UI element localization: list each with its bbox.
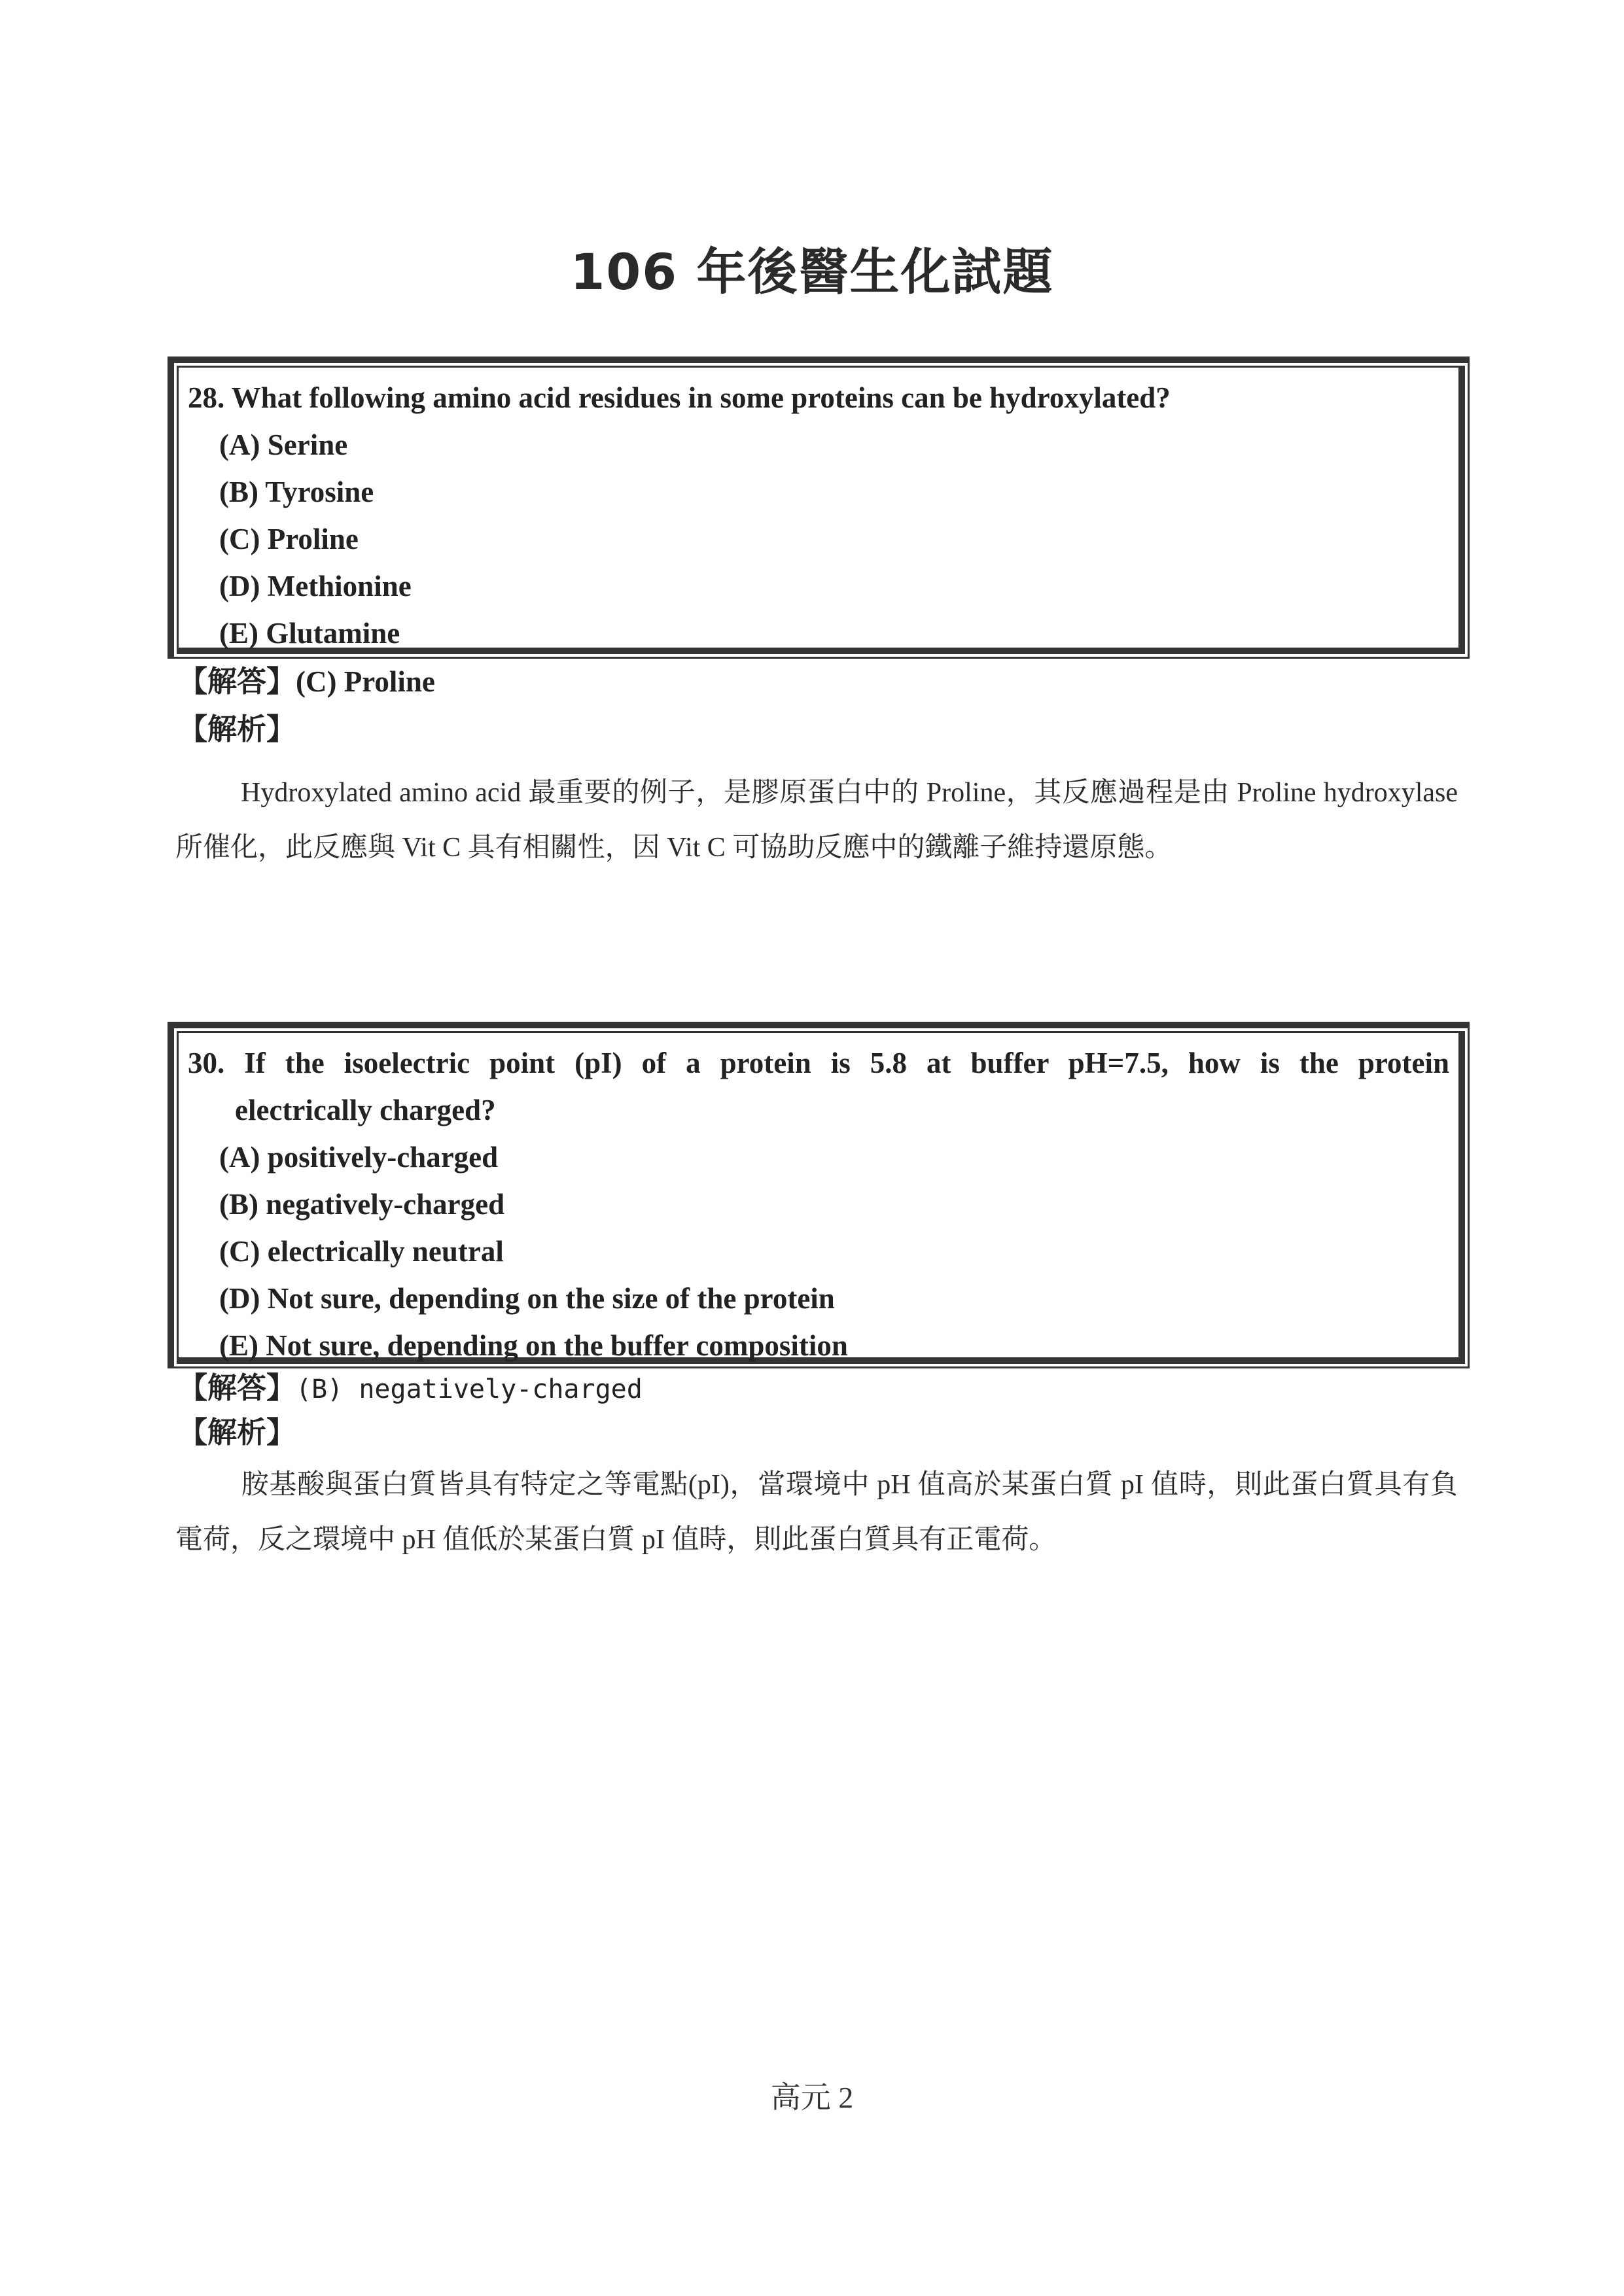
option-d: (D) Not sure, depending on the size of the protein — [219, 1282, 835, 1315]
option-a: (A) positively-charged — [219, 1141, 499, 1174]
answer-value: (C) Proline — [296, 665, 435, 698]
option-b: (B) negatively-charged — [219, 1188, 505, 1221]
answer-row — [178, 662, 435, 701]
option-e: (E) Not sure, depending on the buffer composition — [219, 1329, 848, 1362]
option-e: (E) Glutamine — [219, 617, 400, 650]
page-title: 106 年後醫生化試題 — [570, 243, 1054, 301]
analysis-label: 【解析】 — [178, 1415, 296, 1450]
option-b: (B) Tyrosine — [219, 476, 374, 508]
analysis-label-row — [178, 710, 296, 749]
answer-value: (B) negatively-charged — [296, 1374, 643, 1404]
answer-label: 【解答】 — [178, 1370, 296, 1405]
question-text: 28. What following amino acid residues in some proteins can be hydroxylated? — [188, 381, 1171, 414]
answer-label: 【解答】 — [178, 664, 296, 699]
option-c: (C) electrically neutral — [219, 1235, 504, 1268]
question-box-inner — [177, 1031, 1465, 1364]
option-c: (C) Proline — [219, 523, 359, 555]
analysis-label: 【解析】 — [178, 712, 296, 746]
option-d: (D) Methionine — [219, 570, 412, 602]
page-footer: 高元 2 — [770, 2081, 854, 2114]
question-box-30 — [168, 1022, 1470, 1368]
analysis-paragraph — [175, 765, 1458, 875]
analysis-paragraph — [175, 1457, 1458, 1567]
option-a: (A) Serine — [219, 428, 348, 461]
question-box-inner — [177, 366, 1465, 654]
analysis-text: Hydroxylated amino acid 最重要的例子，是膠原蛋白中的 Proline，其反應過程是由 Proline hydroxylase 所催化，此反應與 Vit C 具有相關性，因 Vit C 可協助反應中的鐵離子維持還原態。 — [175, 778, 1458, 863]
question-text-continued: electrically charged? — [235, 1094, 496, 1126]
question-text: 30. If the isoelectric point (pI) of a protein is 5.8 at buffer pH=7.5, how is the protein — [188, 1047, 1449, 1079]
answer-row — [178, 1368, 643, 1409]
analysis-text: 胺基酸與蛋白質皆具有特定之等電點(pI)，當環境中 pH 值高於某蛋白質 pI 值時，則此蛋白質具有負電荷，反之環境中 pH 值低於某蛋白質 pI 值時，則此蛋白質具有正電荷。 — [175, 1470, 1458, 1555]
analysis-label-row — [178, 1413, 296, 1452]
question-box-28 — [168, 357, 1470, 659]
